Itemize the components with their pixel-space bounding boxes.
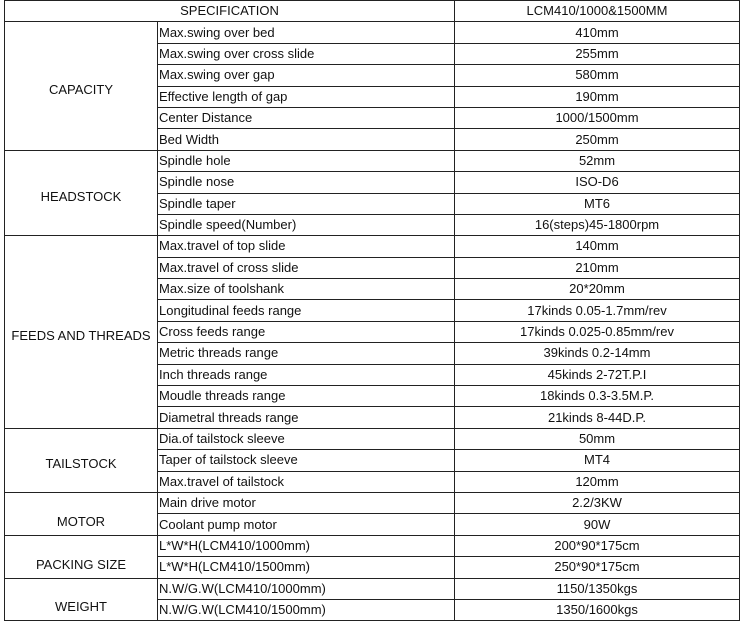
spec-label: Cross feeds range [158, 321, 455, 342]
spec-row [5, 428, 740, 449]
spec-value: 18kinds 0.3-3.5M.P. [455, 386, 740, 407]
group-label: PACKING SIZE [35, 556, 127, 572]
spec-label: Spindle speed(Number) [158, 214, 455, 235]
group-label: CAPACITY [48, 82, 114, 98]
spec-value: 410mm [455, 22, 740, 43]
spec-label: Metric threads range [158, 343, 455, 364]
spec-value: 52mm [455, 150, 740, 171]
spec-label: Max.travel of cross slide [158, 257, 455, 278]
group-label: MOTOR [56, 513, 106, 529]
spec-label: N.W/G.W(LCM410/1500mm) [158, 599, 455, 620]
spec-value: 39kinds 0.2-14mm [455, 343, 740, 364]
header-row [5, 1, 740, 22]
spec-label: Max.travel of top slide [158, 236, 455, 257]
group-cell [5, 22, 158, 150]
spec-value: 140mm [455, 236, 740, 257]
spec-label: Diametral threads range [158, 407, 455, 428]
spec-label: Max.travel of tailstock [158, 471, 455, 492]
group-label: WEIGHT [55, 599, 107, 615]
spec-value: 1150/1350kgs [455, 578, 740, 599]
group-cell [5, 492, 158, 535]
specification-table [4, 0, 740, 621]
spec-label: Inch threads range [158, 364, 455, 385]
group-cell [5, 428, 158, 492]
spec-value: MT6 [455, 193, 740, 214]
spec-label: Max.size of toolshank [158, 279, 455, 300]
header-model: LCM410/1000&1500MM [455, 1, 740, 22]
spec-label: Center Distance [158, 107, 455, 128]
spec-label: N.W/G.W(LCM410/1000mm) [158, 578, 455, 599]
spec-value: 16(steps)45-1800rpm [455, 214, 740, 235]
spec-label: Taper of tailstock sleeve [158, 450, 455, 471]
spec-label: Moudle threads range [158, 386, 455, 407]
spec-value: 250mm [455, 129, 740, 150]
spec-row [5, 492, 740, 513]
group-label: FEEDS AND THREADS [11, 328, 151, 344]
spec-label: Max.swing over cross slide [158, 43, 455, 64]
spec-label: Main drive motor [158, 492, 455, 513]
group-cell [5, 578, 158, 621]
group-label: TAILSTOCK [45, 456, 117, 472]
header-specification: SPECIFICATION [5, 1, 455, 22]
spec-value: 255mm [455, 43, 740, 64]
spec-value: 1350/1600kgs [455, 599, 740, 620]
group-cell [5, 150, 158, 236]
spec-label: Longitudinal feeds range [158, 300, 455, 321]
spec-value: 120mm [455, 471, 740, 492]
spec-value: 50mm [455, 428, 740, 449]
spec-row [5, 578, 740, 599]
spec-value: MT4 [455, 450, 740, 471]
spec-value: ISO-D6 [455, 172, 740, 193]
spec-label: L*W*H(LCM410/1000mm) [158, 535, 455, 556]
group-cell [5, 535, 158, 578]
spec-label: Spindle nose [158, 172, 455, 193]
spec-value: 17kinds 0.05-1.7mm/rev [455, 300, 740, 321]
spec-row [5, 22, 740, 43]
spec-label: L*W*H(LCM410/1500mm) [158, 557, 455, 578]
spec-value: 1000/1500mm [455, 107, 740, 128]
spec-value: 250*90*175cm [455, 557, 740, 578]
spec-label: Spindle taper [158, 193, 455, 214]
specification-table-body [5, 1, 740, 621]
spec-label: Max.swing over bed [158, 22, 455, 43]
spec-label: Dia.of tailstock sleeve [158, 428, 455, 449]
spec-value: 580mm [455, 65, 740, 86]
spec-label: Coolant pump motor [158, 514, 455, 535]
spec-label: Effective length of gap [158, 86, 455, 107]
spec-value: 20*20mm [455, 279, 740, 300]
group-cell [5, 236, 158, 429]
spec-value: 90W [455, 514, 740, 535]
spec-value: 190mm [455, 86, 740, 107]
spec-value: 210mm [455, 257, 740, 278]
spec-label: Max.swing over gap [158, 65, 455, 86]
spec-value: 200*90*175cm [455, 535, 740, 556]
spec-value: 17kinds 0.025-0.85mm/rev [455, 321, 740, 342]
spec-label: Bed Width [158, 129, 455, 150]
spec-value: 21kinds 8-44D.P. [455, 407, 740, 428]
spec-row [5, 150, 740, 171]
spec-row [5, 236, 740, 257]
spec-label: Spindle hole [158, 150, 455, 171]
spec-row [5, 535, 740, 556]
spec-value: 2.2/3KW [455, 492, 740, 513]
group-label: HEADSTOCK [40, 189, 122, 205]
spec-value: 45kinds 2-72T.P.I [455, 364, 740, 385]
